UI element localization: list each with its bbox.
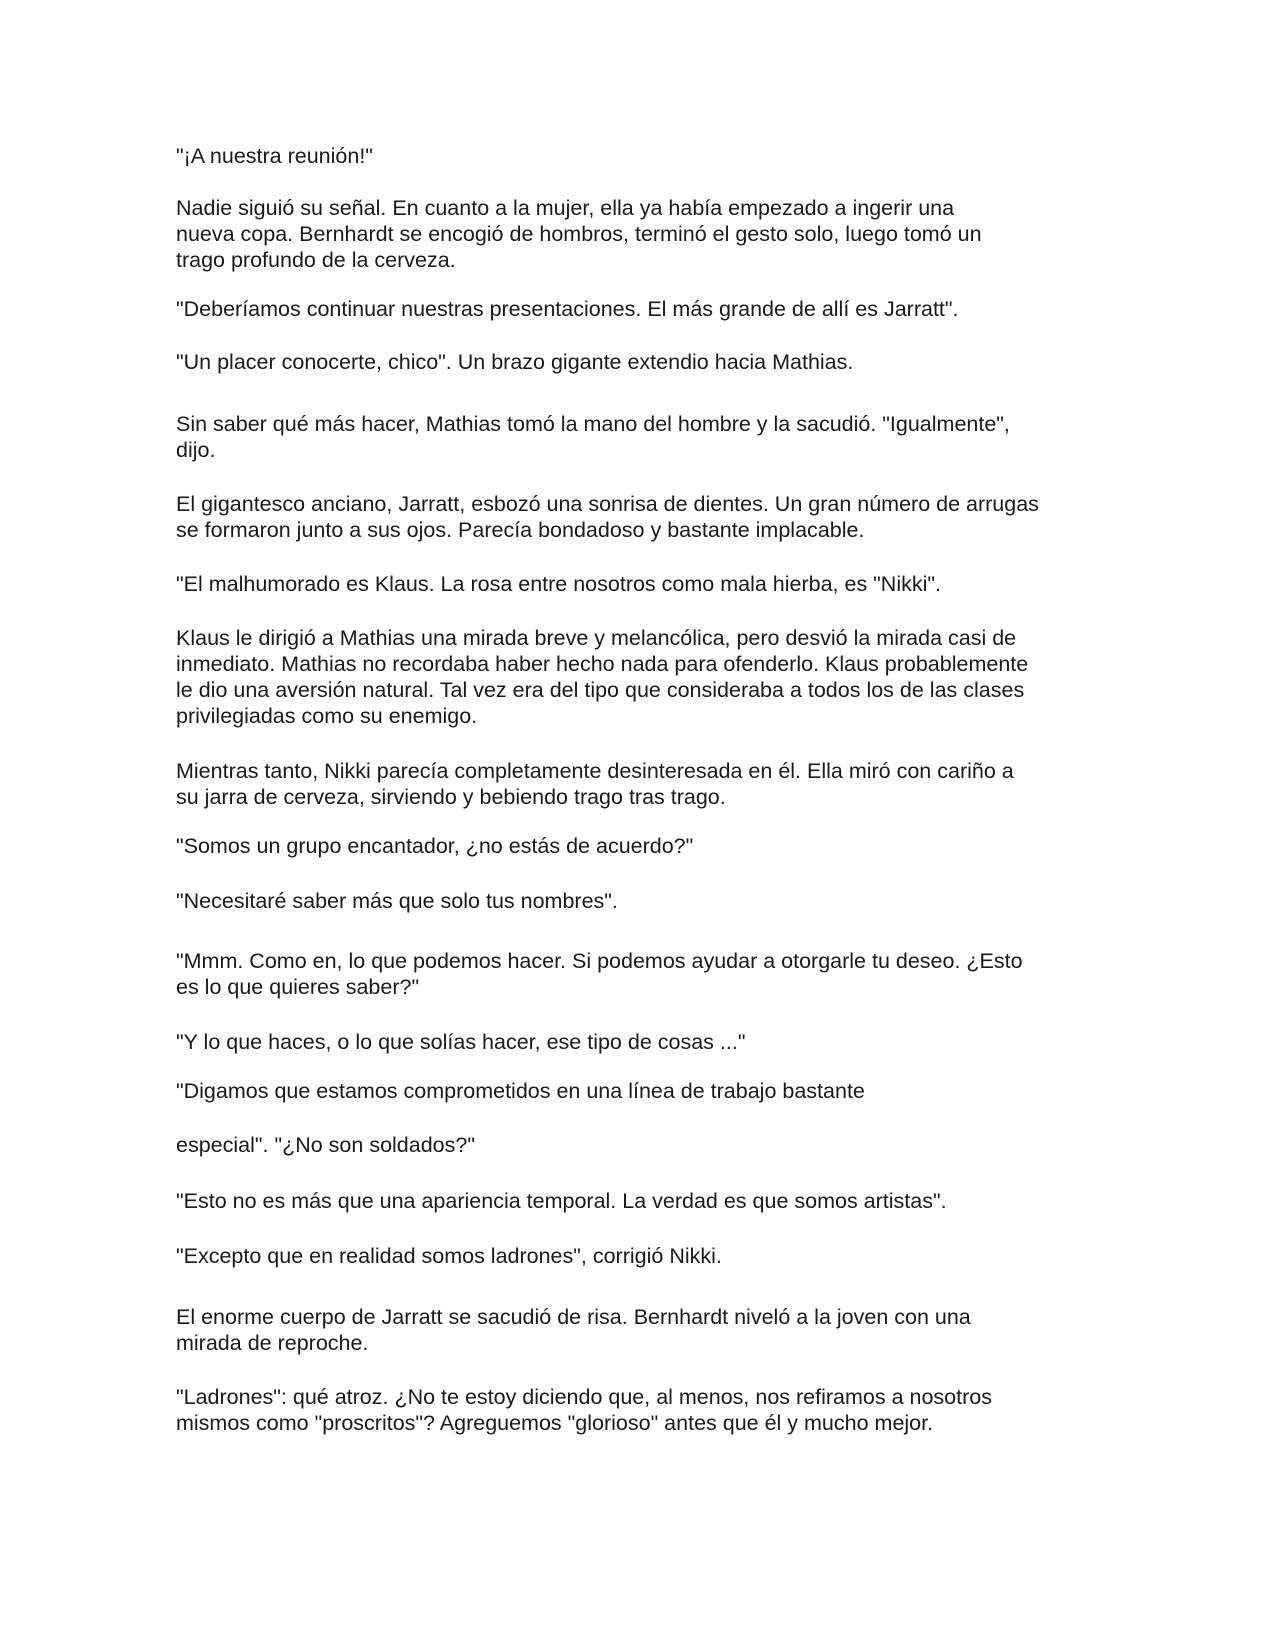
text-line: "Ladrones": qué atroz. ¿No te estoy diciendo que, al menos, nos refiramos a nosotros <box>176 1385 992 1409</box>
paragraph-1 <box>176 143 1106 169</box>
text-line: "Digamos que estamos comprometidos en una línea de trabajo bastante <box>176 1079 865 1103</box>
text-line: privilegiadas como su enemigo. <box>176 704 478 728</box>
text-line: especial". "¿No son soldados?" <box>176 1133 475 1157</box>
paragraph-2 <box>176 195 1106 273</box>
paragraph-13 <box>176 1029 1106 1055</box>
text-line: "¡A nuestra reunión!" <box>176 144 373 168</box>
paragraph-3 <box>176 296 1106 322</box>
text-line: "Esto no es más que una apariencia temporal. La verdad es que somos artistas". <box>176 1189 947 1213</box>
text-line: nueva copa. Bernhardt se encogió de hombros, terminó el gesto solo, luego tomó un <box>176 222 982 246</box>
text-line: le dio una aversión natural. Tal vez era del tipo que consideraba a todos los de las clases <box>176 678 1025 702</box>
text-line: mirada de reproche. <box>176 1331 369 1355</box>
paragraph-10 <box>176 833 1106 859</box>
paragraph-11 <box>176 888 1106 914</box>
text-line: es lo que quieres saber?" <box>176 975 420 999</box>
text-line: "Deberíamos continuar nuestras presentaciones. El más grande de allí es Jarratt". <box>176 297 959 321</box>
paragraph-14 <box>176 1078 1106 1104</box>
paragraph-6 <box>176 491 1106 543</box>
paragraph-5 <box>176 411 1106 463</box>
text-line: "Necesitaré saber más que solo tus nombres". <box>176 889 618 913</box>
text-line: "Mmm. Como en, lo que podemos hacer. Si podemos ayudar a otorgarle tu deseo. ¿Esto <box>176 949 1023 973</box>
text-line: "Un placer conocerte, chico". Un brazo gigante extendio hacia Mathias. <box>176 350 854 374</box>
paragraph-12 <box>176 948 1106 1000</box>
text-line: se formaron junto a sus ojos. Parecía bondadoso y bastante implacable. <box>176 518 865 542</box>
text-line: su jarra de cerveza, sirviendo y bebiendo trago tras trago. <box>176 785 726 809</box>
paragraph-7 <box>176 571 1106 597</box>
text-line: mismos como "proscritos"? Agreguemos "glorioso" antes que él y mucho mejor. <box>176 1411 934 1435</box>
text-line: "Somos un grupo encantador, ¿no estás de acuerdo?" <box>176 834 694 858</box>
text-line: El gigantesco anciano, Jarratt, esbozó una sonrisa de dientes. Un gran número de arrugas <box>176 492 1039 516</box>
text-line: "Excepto que en realidad somos ladrones", corrigió Nikki. <box>176 1244 722 1268</box>
paragraph-4 <box>176 349 1106 375</box>
text-line: Sin saber qué más hacer, Mathias tomó la mano del hombre y la sacudió. "Igualmente", <box>176 412 1010 436</box>
text-line: trago profundo de la cerveza. <box>176 248 456 272</box>
paragraph-19 <box>176 1384 1106 1436</box>
text-line: Klaus le dirigió a Mathias una mirada breve y melancólica, pero desvió la mirada casi de <box>176 626 1017 650</box>
paragraph-18 <box>176 1304 1106 1356</box>
text-line: dijo. <box>176 438 216 462</box>
paragraph-8 <box>176 625 1106 729</box>
paragraph-15 <box>176 1132 1106 1158</box>
text-line: Mientras tanto, Nikki parecía completamente desinteresada en él. Ella miró con cariño a <box>176 759 1014 783</box>
text-line: El enorme cuerpo de Jarratt se sacudió de risa. Bernhardt niveló a la joven con una <box>176 1305 971 1329</box>
text-line: "El malhumorado es Klaus. La rosa entre nosotros como mala hierba, es "Nikki". <box>176 572 941 596</box>
text-line: Nadie siguió su señal. En cuanto a la mujer, ella ya había empezado a ingerir una <box>176 196 955 220</box>
paragraph-17 <box>176 1243 1106 1269</box>
paragraph-9 <box>176 758 1106 810</box>
paragraph-16 <box>176 1188 1106 1214</box>
text-line: "Y lo que haces, o lo que solías hacer, ese tipo de cosas ..." <box>176 1030 746 1054</box>
text-line: inmediato. Mathias no recordaba haber hecho nada para ofenderlo. Klaus probablemente <box>176 652 1029 676</box>
